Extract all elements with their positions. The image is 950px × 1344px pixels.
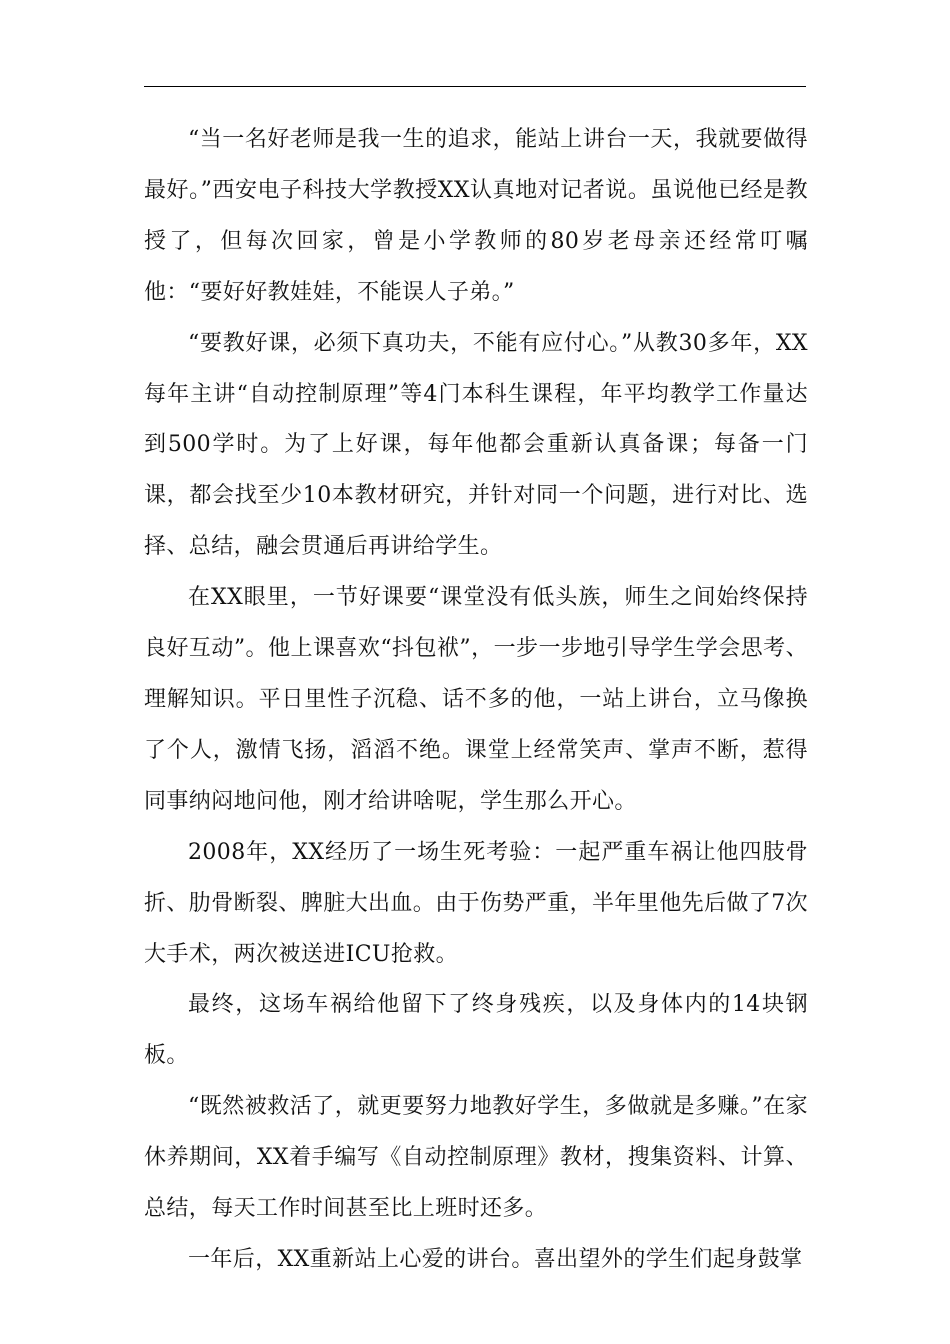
paragraph-7: 一年后，XX重新站上心爱的讲台。喜出望外的学生们起身鼓掌 [188, 1246, 803, 1272]
paragraph-3: 在XX眼里，一节好课要“课堂没有低头族，师生之间始终保持良好互动”。他上课喜欢“抖包袱”，一步一步地引导学生学会思考、理解知识。平日里性子沉稳、话不多的他，一站上讲台，立马像换了个人，激情飞扬，滔滔不绝。课堂上经常笑声、掌声不断，惹得同事纳闷地问他，刚才给讲啥呢，学生那么开心。 [144, 585, 808, 814]
article-body [144, 115, 808, 1286]
paragraph-6: “既然被救活了，就更要努力地教好学生，多做就是多赚。”在家休养期间，XX着手编写《自动控制原理》教材，搜集资料、计算、总结，每天工作时间甚至比上班时还多。 [144, 1094, 808, 1222]
paragraph-4: 2008年，XX经历了一场生死考验：一起严重车祸让他四肢骨折、肋骨断裂、脾脏大出血。由于伤势严重，半年里他先后做了7次大手术，两次被送进ICU抢救。 [144, 839, 808, 967]
paragraph-1: “当一名好老师是我一生的追求，能站上讲台一天，我就要做得最好。”西安电子科技大学教授XX认真地对记者说。虽说他已经是教授了，但每次回家，曾是小学教师的80岁老母亲还经常叮嘱他：“要好好教娃娃，不能误人子弟。” [144, 127, 808, 305]
paragraph-5: 最终，这场车祸给他留下了终身残疾，以及身体内的14块钢板。 [144, 992, 808, 1069]
header-rule [144, 86, 806, 87]
paragraph-2: “要教好课，必须下真功夫，不能有应付心。”从教30多年，XX每年主讲“自动控制原理”等4门本科生课程，年平均教学工作量达到500学时。为了上好课，每年他都会重新认真备课；每备一门课，都会找至少10本教材研究，并针对同一个问题，进行对比、选择、总结，融会贯通后再讲给学生。 [144, 330, 808, 560]
